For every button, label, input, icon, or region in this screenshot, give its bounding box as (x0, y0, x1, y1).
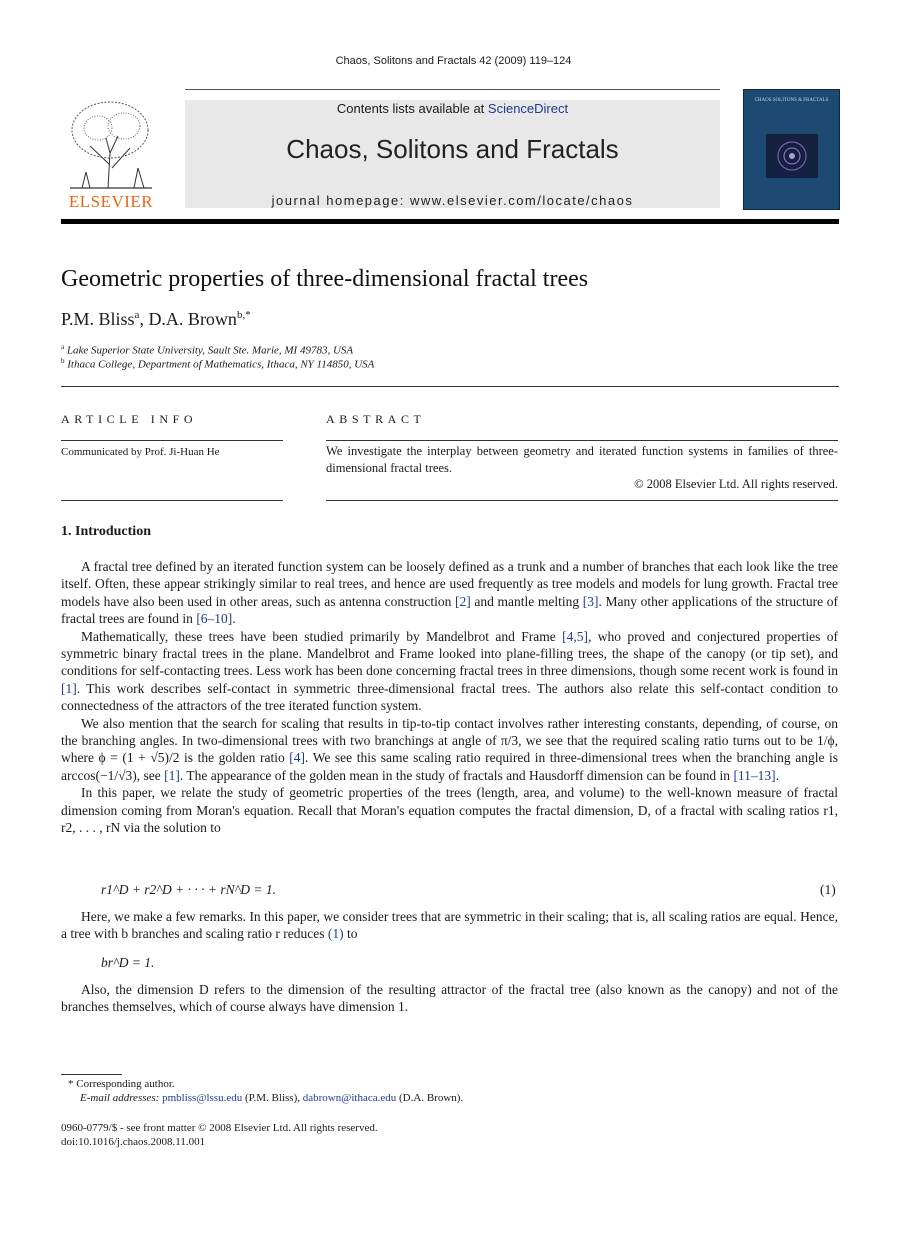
info-rule-top (61, 440, 283, 441)
footnote-rule (61, 1074, 122, 1075)
affiliation-a-text: Lake Superior State University, Sault Ste. Marie, MI 49783, USA (66, 344, 354, 357)
issn-line: 0960-0779/$ - see front matter © 2008 Elsevier Ltd. All rights reserved. (61, 1122, 378, 1134)
affiliation-b: $^b$ Ithaca College, Department of Mathematics, Ithaca, NY 114850, USA (61, 357, 375, 371)
equation-1-number: (1) (820, 882, 836, 897)
journal-title: Chaos, Solitons and Fractals (286, 134, 619, 164)
section-heading-introduction: 1. Introduction (61, 524, 151, 539)
email-addresses: E-mail addresses: pmbliss@lssu.edu (P.M. Bliss), dabrown@ithaca.edu (D.A. Brown). (80, 1092, 464, 1104)
ref-link-2[interactable]: [2] (455, 593, 471, 609)
intro-paragraph-1: A fractal tree defined by an iterated function system can be loosely defined as a trunk and a number of branches that each look like the tree itself. Often, these appear strikingly similar to real trees, and hence are used frequently as tree models and models for lung growth. Fractal tree models have also been used in other areas, such as antenna construction [2] and mantle melting [3]. Many other applications of the structure of fractal trees are found in [6–10]. (61, 559, 839, 627)
abstract-rule-top (326, 440, 838, 441)
ref-link-3[interactable]: [3] (582, 593, 599, 609)
journal-homepage[interactable]: journal homepage: www.elsevier.com/locate/chaos (271, 193, 634, 208)
info-rule-bottom (61, 500, 283, 501)
author-1[interactable]: P.M. Bliss (61, 309, 135, 329)
author-2[interactable]: D.A. Brown (148, 309, 237, 329)
email-link-brown[interactable]: dabrown@ithaca.edu (302, 1092, 397, 1104)
cover-fractal-icon (766, 134, 818, 178)
elsevier-logo[interactable] (60, 98, 162, 210)
ref-link-1b[interactable]: [1] (164, 767, 180, 783)
ref-link-4[interactable]: [4] (289, 750, 306, 766)
publisher-logo-text: ELSEVIER (68, 192, 154, 211)
ref-link-11-13[interactable]: [11–13] (733, 767, 776, 783)
intro-paragraph-5: Here, we make a few remarks. In this paper, we consider trees that are symmetric in their scaling; that is, all scaling ratios are equal. Hence, a tree with b branches and scaling ratio r reduces (1) to (61, 909, 838, 942)
intro-paragraph-2: Mathematically, these trees have been studied primarily by Mandelbrot and Frame [4,5], who proved and conjectured properties of symmetric binary fractal trees in the plane. Mandelbrot and Frame looked into plane-filling trees, the shape of the canopy (or tip set), and conditions for self-contacting trees. Less work has been done concerning fractal trees in three dimensions, though some recent work is found in [1]. This work describes self-contact in symmetric three-dimensional fractal trees. The authors also relate this self-contact condition to connectedness of the attractors of the tree iterated function system. (61, 628, 839, 714)
contents-prefix: Contents lists available at (336, 101, 488, 116)
contents-line (185, 101, 720, 116)
abstract-heading: ABSTRACT (326, 412, 426, 426)
divider-authors (61, 386, 839, 387)
intro-paragraph-4: In this paper, we relate the study of geometric properties of the trees (length, area, and volume) to the well-known measure of fractal dimension coming from Moran's equation. Recall that Moran's equation computes the fractal dimension, D, of a fractal with scaling ratios r1, r2, . . . , rN via the solution to (61, 785, 838, 836)
ref-link-6-10[interactable]: [6–10] (196, 611, 233, 627)
doi-line[interactable]: doi:10.1016/j.chaos.2008.11.001 (61, 1136, 206, 1148)
equation-2: br^D = 1. (101, 955, 155, 970)
affiliation-b-text: Ithaca College, Department of Mathematics, Ithaca, NY 114850, USA (67, 358, 375, 371)
ref-link-1[interactable]: [1] (61, 680, 77, 696)
corresponding-author-note: * Corresponding author. (68, 1078, 175, 1090)
email-link-bliss[interactable]: pmbliss@lssu.edu (162, 1092, 243, 1104)
affiliation-a: $^a$ Lake Superior State University, Sault Ste. Marie, MI 49783, USA (61, 343, 354, 357)
sciencedirect-link[interactable]: ScienceDirect (487, 101, 569, 116)
cover-title: CHAOS SOLITONS & FRACTALS (754, 98, 829, 103)
eq-link-1[interactable]: (1) (327, 926, 344, 942)
header-thick-rule (61, 219, 839, 224)
ref-link-4-5[interactable]: [4,5] (562, 628, 589, 644)
article-info-heading: ARTICLE INFO (61, 412, 198, 426)
author-line: P.M. Bliss$^a$, D.A. Brown$^{b,*}$ (61, 309, 251, 329)
intro-paragraph-6: Also, the dimension D refers to the dimension of the resulting attractor of the fractal tree (also known as the canopy) and not of the branches themselves, which of course always have dimension 1. (61, 982, 838, 1015)
author-1-affil: a (134, 309, 140, 321)
article-title: Geometric properties of three-dimensional fractal trees (61, 266, 589, 292)
intro-paragraph-3: We also mention that the search for scaling that results in tip-to-tip contact involves rather interesting constants, depending, of course, on the branching angles. In two-dimensional trees with two branchings at angle of π/3, we see that the required scaling ratio turns out to be 1/ϕ, where ϕ = (1 + √5)/2 is the golden ratio [4]. We see this same scaling ratio required in three-dimensional trees when the branching angle is arccos(−1/√3), see [1]. The appearance of the golden mean in the study of fractals and Hausdorff dimension can be found in [11–13]. (61, 715, 838, 783)
journal-citation: Chaos, Solitons and Fractals 42 (2009) 119–124 (335, 55, 572, 67)
abstract-rule-bottom (326, 500, 838, 501)
journal-cover[interactable] (743, 89, 840, 210)
equation-1: r1^D + r2^D + · · · + rN^D = 1. (101, 882, 277, 897)
intro-paragraphs (61, 558, 838, 837)
email-label: E-mail addresses: (80, 1092, 160, 1104)
abstract-copyright: © 2008 Elsevier Ltd. All rights reserved. (634, 477, 838, 491)
header-top-rule (185, 89, 720, 90)
communicated-by: Communicated by Prof. Ji-Huan He (61, 446, 220, 458)
abstract-text: We investigate the interplay between geometry and iterated function systems in families of three-dimensional fractal trees. (326, 444, 838, 475)
author-2-affil: b,* (236, 309, 251, 321)
